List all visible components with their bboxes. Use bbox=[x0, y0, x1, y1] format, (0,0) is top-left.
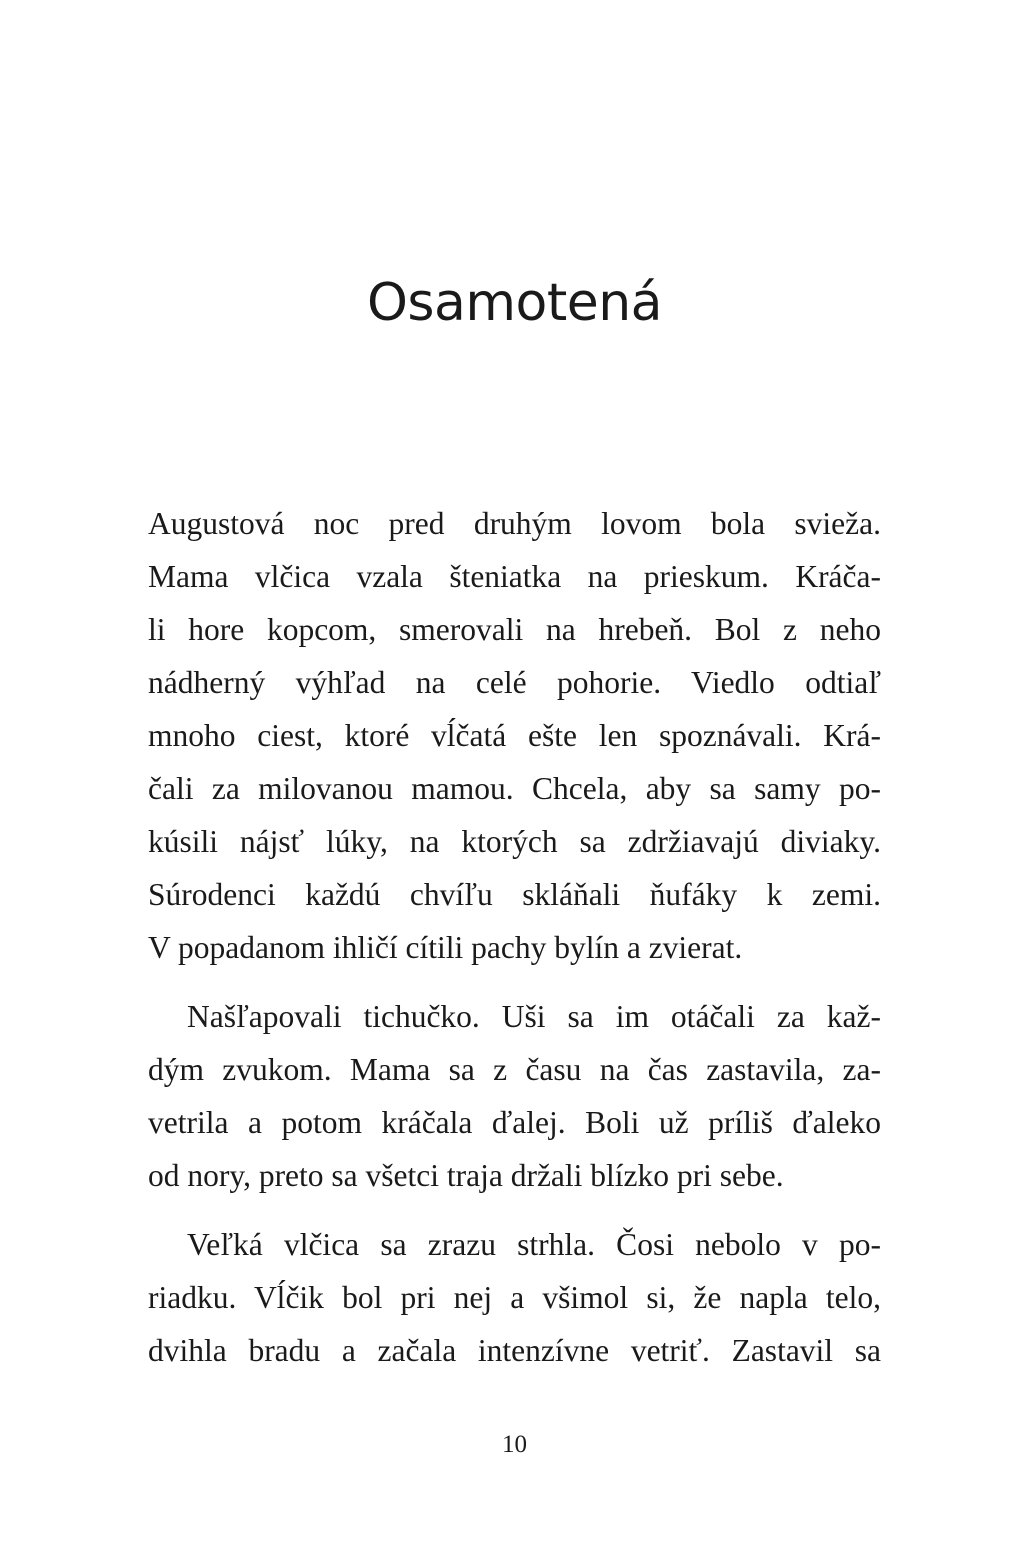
text-line: V popadanom ihličí cítili pachy bylín a zvierat. bbox=[148, 930, 743, 965]
text-line: Veľká vlčica sa zrazu strhla. Čosi nebolo v po- bbox=[187, 1227, 881, 1262]
text-line: dým zvukom. Mama sa z času na čas zastavila, za- bbox=[148, 1052, 881, 1087]
text-line: od nory, preto sa všetci traja držali blízko pri sebe. bbox=[148, 1158, 784, 1193]
body-text bbox=[148, 497, 881, 1377]
chapter-title: Osamotená bbox=[366, 273, 663, 333]
text-line: riadku. Vĺčik bol pri nej a všimol si, že napla telo, bbox=[148, 1280, 881, 1315]
text-line: Augustová noc pred druhým lovom bola svieža. bbox=[148, 506, 881, 541]
text-line: mnoho ciest, ktoré vĺčatá ešte len spoznávali. Krá- bbox=[148, 718, 881, 753]
text-line: Mama vlčica vzala šteniatka na prieskum. Kráča- bbox=[148, 559, 881, 594]
text-line: kúsili nájsť lúky, na ktorých sa zdržiavajú diviaky. bbox=[148, 824, 881, 859]
text-line: nádherný výhľad na celé pohorie. Viedlo odtiaľ bbox=[148, 665, 881, 700]
text-line: vetrila a potom kráčala ďalej. Boli už príliš ďaleko bbox=[148, 1105, 881, 1140]
paragraph-3 bbox=[148, 1218, 881, 1377]
paragraph-1 bbox=[148, 497, 881, 974]
text-line: Súrodenci každú chvíľu skláňali ňufáky k zemi. bbox=[148, 877, 881, 912]
text-line: čali za milovanou mamou. Chcela, aby sa samy po- bbox=[148, 771, 881, 806]
paragraph-2 bbox=[148, 990, 881, 1202]
text-line: Našľapovali tichučko. Uši sa im otáčali za kaž- bbox=[187, 999, 881, 1034]
text-line: dvihla bradu a začala intenzívne vetriť. Zastavil sa bbox=[148, 1333, 881, 1368]
text-line: li hore kopcom, smerovali na hrebeň. Bol z neho bbox=[148, 612, 881, 647]
page-number: 10 bbox=[502, 1431, 527, 1458]
